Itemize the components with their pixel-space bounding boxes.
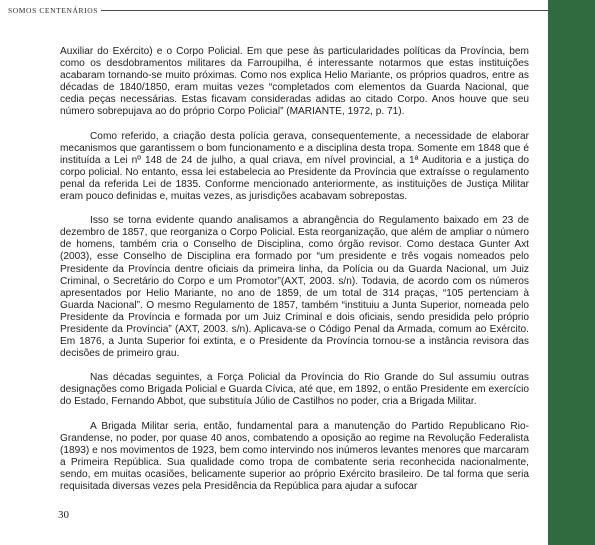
side-color-bar [548, 0, 595, 545]
header-rule [101, 10, 548, 11]
page-header [8, 4, 548, 16]
paragraph-1: Auxiliar do Exército) e o Corpo Policial. Em que pese às particularidades políticas da Província, bem como os desdobramentos militares da Farroupilha, é interessante notarmos que estas instituições acabaram tornando-se muito próximas. Como nos explica Helio Mariante, os próprios quadros, entre as décadas de 1840/1850, eram muitas vezes “completados com elementos da Guarda Nacional, que cedia peças necessárias. Estas ficavam consideradas adidas ao citado Corpo. Anos houve que seu número sobrepujava ao do próprio Corpo Policial” (MARIANTE, 1972, p. 71). [60, 46, 529, 118]
paragraph-4: Nas décadas seguintes, a Força Policial da Província do Rio Grande do Sul assumiu outras designações como Brigada Policial e Guarda Cívica, até que, em 1892, o então Presidente em exercício do Estado, Fernando Abbot, que substituía Júlio de Castilhos no poder, cria a Brigada Militar. [60, 372, 529, 408]
paragraph-2: Como referido, a criação desta polícia gerava, consequentemente, a necessidade de elaborar mecanismos que garantissem o bom funcionamento e a disciplina desta tropa. Somente em 1848 que é instituída a Lei nº 148 de 24 de julho, a qual criava, em nível provincial, a 1ª Auditoria e a justiça do corpo policial. No entanto, essa lei estabelecia ao Presidente da Província que extraísse o regulamento penal da referida Lei de 1835. Conforme mencionado anteriormente, as instituições de Justiça Militar eram pouco definidas e, muitas vezes, as jurisdições acabavam sobrepostas. [60, 130, 529, 203]
running-head: SOMOS CENTENÁRIOS [8, 5, 99, 15]
body-text [60, 46, 529, 505]
paragraph-3: Isso se torna evidente quando analisamos a abrangência do Regulamento baixado em 23 de dezembro de 1857, que reorganiza o Corpo Policial. Esta reorganização, que além de ampliar o número de homens, também cria o Conselho de Disciplina, como órgão revisor. Como destaca Gunter Axt (2003), esse Conselho de Disciplina era formado por “um presidente e três vogais nomeados pelo Presidente da Província dentre oficiais da primeira linha, da Polícia ou da Guarda Nacional, um Juiz Criminal, o Secretário do Corpo e um Promotor”(AXT, 2003. s/n). Todavia, de acordo com os números apresentados por Helio Mariante, no ano de 1859, de um total de 314 praças, “105 pertenciam à Guarda Nacional”. O mesmo Regulamento de 1857, também “instituiu a Junta Superior, nomeada pelo Presidente da Província e formada por um Juiz Criminal e dois oficiais, sendo presidida pelo próprio Presidente da Província” (AXT, 2003. s/n). Aplicava-se o Código Penal da Armada, comum ao Exército. Em 1876, a Junta Superior foi extinta, e o Presidente da Província tornou-se a instância revisora das decisões de primeiro grau. [60, 215, 529, 360]
paragraph-5: A Brigada Militar seria, então, fundamental para a manutenção do Partido Republicano Rio-Grandense, no poder, por quase 40 anos, combatendo a oposição ao regime na Revolução Federalista (1893) e nos movimentos de 1923, bem como intervindo nos inúmeros levantes menores que marcaram a Primeira República. Sua qualidade como tropa de combatente seria reconhecida nacionalmente, sendo, em muitas ocasiões, belicamente superior ao próprio Exército brasileiro. De tal forma que seria requisitada diversas vezes pela Presidência da República para ajudar a sufocar [60, 420, 529, 492]
page-number: 30 [58, 509, 69, 521]
